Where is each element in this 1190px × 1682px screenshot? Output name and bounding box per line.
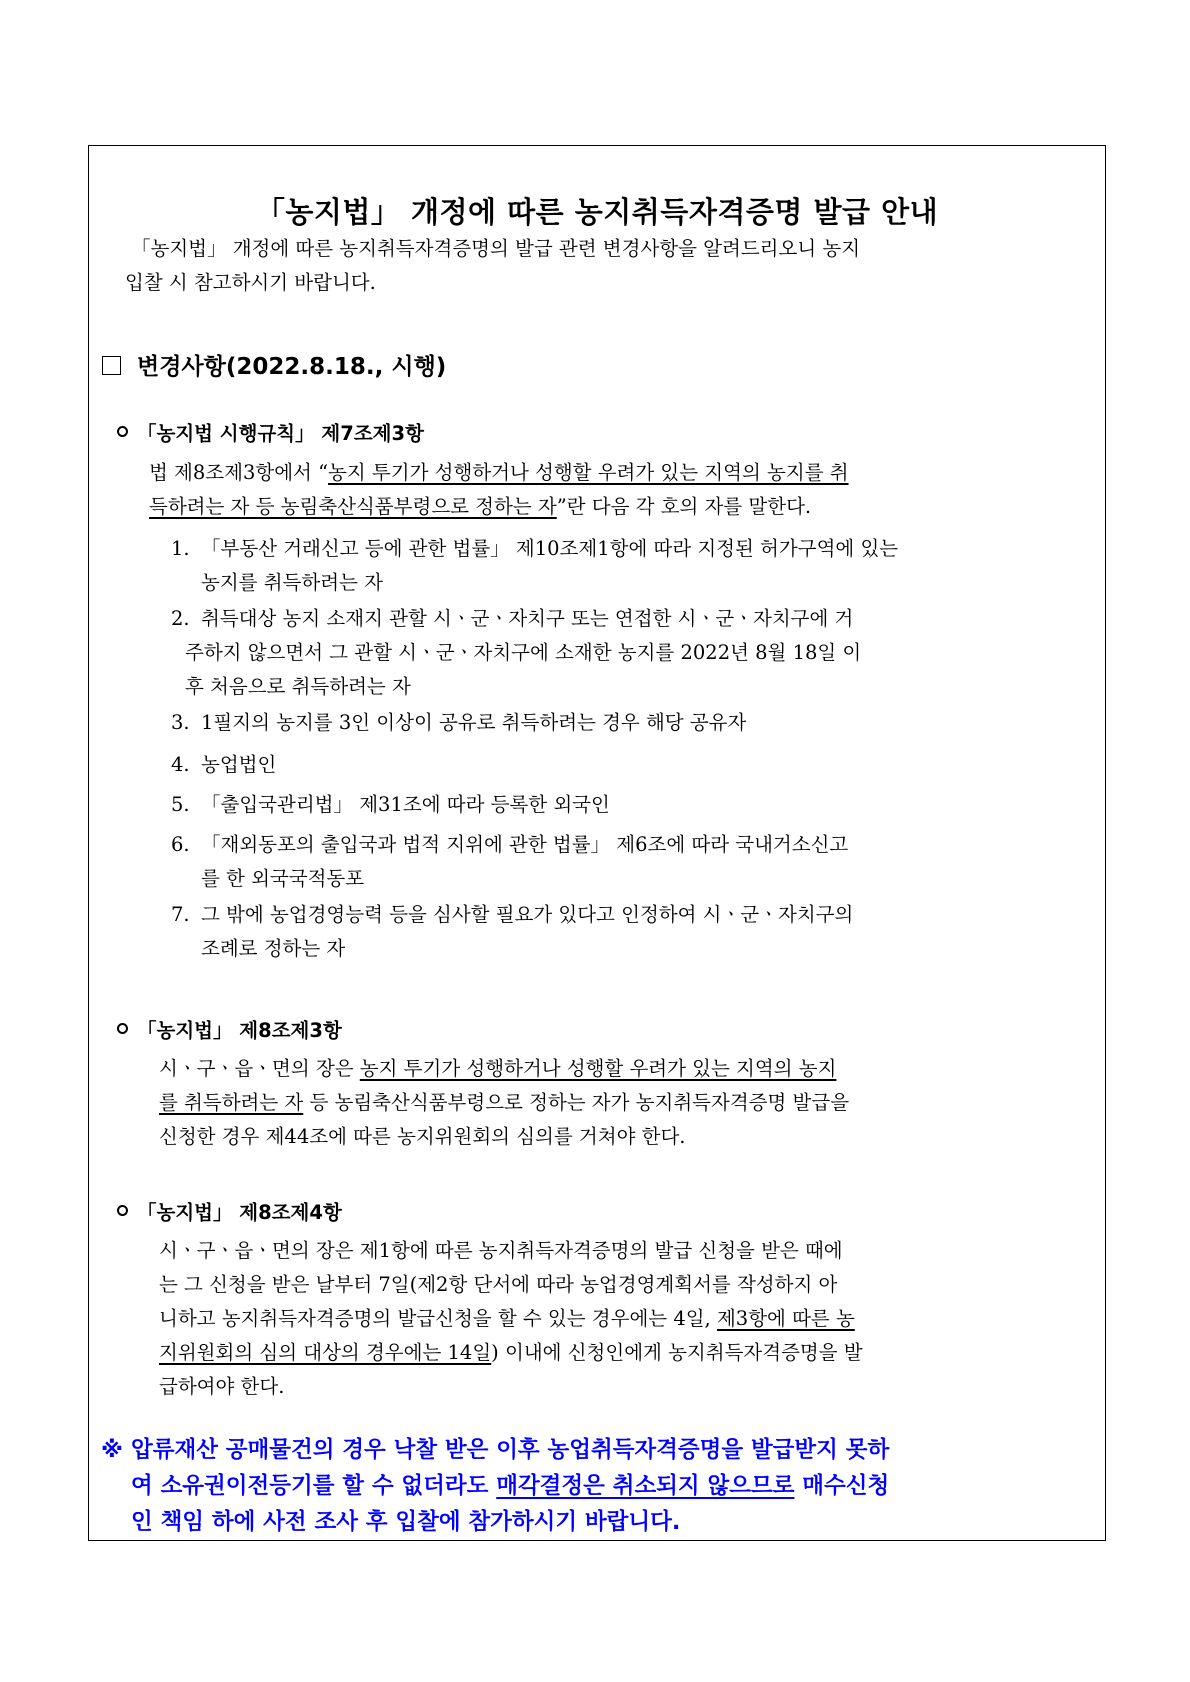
bullet-circle-icon bbox=[117, 1205, 128, 1216]
checkbox-icon bbox=[102, 356, 121, 375]
list-item: 2. 취득대상 농지 소재지 관할 시ㆍ군ㆍ자치구 또는 연접한 시ㆍ군ㆍ자치구에 거 주하지 않으면서 그 관할 시ㆍ군ㆍ자치구에 소재한 농지를 2022년 8월 18일 이 후 처음으로 취득하려는 자 bbox=[171, 607, 862, 698]
article-3-line-3: 니하고 농지취득자격증명의 발급신청을 할 수 있는 경우에는 4일, 제3항에 따른 농 bbox=[159, 1307, 855, 1330]
article-3-line-4: 지위원회의 심의 대상의 경우에는 14일) 이내에 신청인에게 농지취득자격증명을 발 bbox=[159, 1341, 863, 1364]
article-2-line-3: 신청한 경우 제44조에 따른 농지위원회의 심의를 거쳐야 한다. bbox=[159, 1125, 686, 1148]
article-3-heading: 「농지법」 제8조제4항 bbox=[137, 1201, 342, 1224]
notice-line-2: 여 소유권이전등기를 할 수 없더라도 매각결정은 취소되지 않으므로 매수신청 bbox=[131, 1473, 890, 1499]
article-1-heading: 「농지법 시행규칙」 제7조제3항 bbox=[137, 422, 424, 445]
article-1-paragraph-line-1: 법 제8조제3항에서 “농지 투기가 성행하거나 성행할 우려가 있는 지역의 농지를 취 bbox=[149, 461, 849, 484]
list-item: 7. 그 밖에 농업경영능력 등을 심사할 필요가 있다고 인정하여 시ㆍ군ㆍ자치구의 조례로 정하는 자 bbox=[171, 903, 854, 960]
notice-line-1: 압류재산 공매물건의 경우 낙찰 받은 이후 농업취득자격증명을 발급받지 못하 bbox=[131, 1437, 890, 1463]
bullet-circle-icon bbox=[117, 1023, 128, 1034]
article-3-line-1: 시ㆍ구ㆍ읍ㆍ면의 장은 제1항에 따른 농지취득자격증명의 발급 신청을 받은 때에 bbox=[159, 1239, 843, 1262]
notice-line-3: 인 책임 하에 사전 조사 후 입찰에 참가하시기 바랍니다. bbox=[131, 1509, 681, 1535]
article-3-line-5: 급하여야 한다. bbox=[159, 1375, 285, 1398]
list-item: 6. 「재외동포의 출입국과 법적 지위에 관한 법률」 제6조에 따라 국내거소신고 를 한 외국국적동포 bbox=[171, 833, 849, 890]
notice-document bbox=[88, 145, 1106, 1541]
page-title: 「농지법」 개정에 따른 농지취득자격증명 발급 안내 bbox=[255, 195, 939, 229]
list-item: 5. 「출입국관리법」 제31조에 따라 등록한 외국인 bbox=[171, 793, 610, 816]
bullet-circle-icon bbox=[117, 426, 128, 437]
intro-line-2: 입찰 시 참고하시기 바랍니다. bbox=[125, 271, 376, 294]
article-3-line-2: 는 그 신청을 받은 날부터 7일(제2항 단서에 따라 농업경영계획서를 작성하지 아 bbox=[159, 1273, 838, 1296]
intro-line-1: 「농지법」 개정에 따른 농지취득자격증명의 발급 관련 변경사항을 알려드리오니 농지 bbox=[131, 237, 861, 260]
section-heading: 변경사항(2022.8.18., 시행) bbox=[137, 354, 447, 380]
article-2-line-2: 를 취득하려는 자 등 농림축산식품부령으로 정하는 자가 농지취득자격증명 발급을 bbox=[159, 1091, 850, 1114]
list-item: 1. 「부동산 거래신고 등에 관한 법률」 제10조제1항에 따라 지정된 허가구역에 있는 농지를 취득하려는 자 bbox=[171, 537, 899, 594]
article-2-heading: 「농지법」 제8조제3항 bbox=[137, 1019, 342, 1042]
list-item: 3. 1필지의 농지를 3인 이상이 공유로 취득하려는 경우 해당 공유자 bbox=[171, 711, 747, 734]
list-item: 4. 농업법인 bbox=[171, 753, 277, 776]
article-2-line-1: 시ㆍ구ㆍ읍ㆍ면의 장은 농지 투기가 성행하거나 성행할 우려가 있는 지역의 농지 bbox=[159, 1057, 837, 1080]
article-1-paragraph-line-2: 득하려는 자 등 농림축산식품부령으로 정하는 자”란 다음 각 호의 자를 말한다. bbox=[149, 495, 812, 518]
notice-mark: ※ bbox=[101, 1437, 123, 1463]
